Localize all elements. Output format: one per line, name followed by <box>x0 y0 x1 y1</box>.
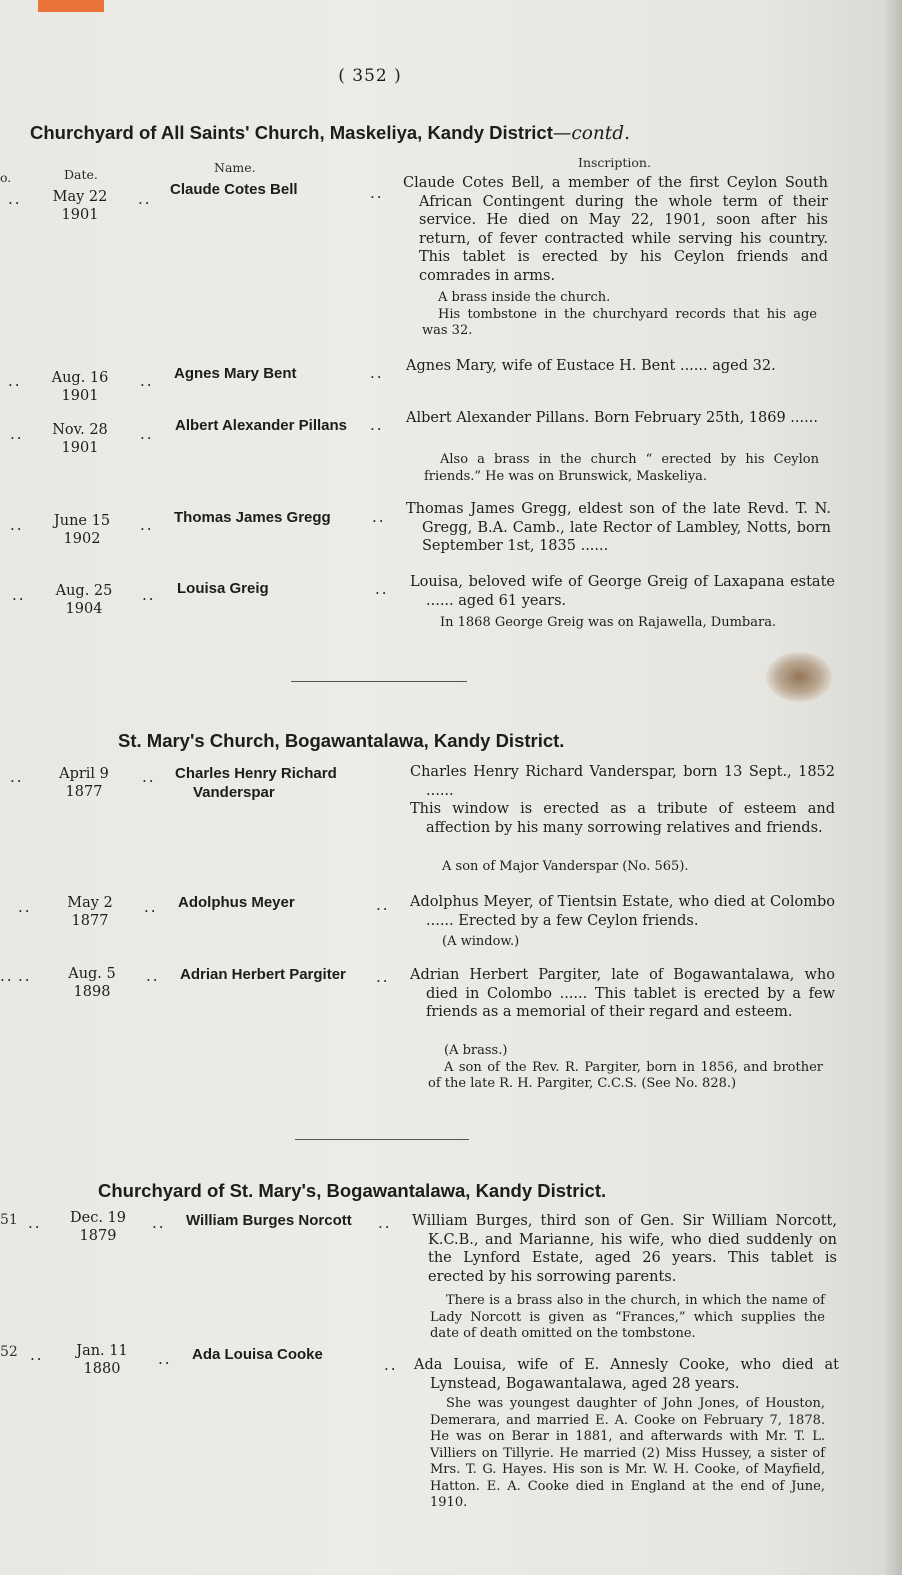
leader-dots: .. <box>146 967 160 985</box>
entry-inscription <box>410 763 835 837</box>
date-year: 1879 <box>79 1228 117 1244</box>
entry-date <box>50 894 130 930</box>
entry-date <box>62 1342 142 1378</box>
entry-note <box>422 290 817 340</box>
leader-dots: .. <box>18 967 32 985</box>
inscription-text: Thomas James Gregg, eldest son of the late Revd. T. N. Gregg, B.A. Camb., late Rector of Lambley, Notts, born September 1st, 1835 ...... <box>406 501 831 554</box>
entry-inscription <box>406 409 831 428</box>
entry-inscription <box>410 893 835 930</box>
section-title-st-marys-churchyard: Churchyard of St. Mary's, Bogawantalawa, Kandy District. <box>98 1180 607 1201</box>
entry-inscription <box>410 966 835 1022</box>
date-year: 1880 <box>83 1361 121 1377</box>
name-line: Charles Henry Richard <box>175 765 337 782</box>
entry-date <box>40 421 120 457</box>
leader-dots: .. <box>8 372 22 390</box>
inscription-text: Albert Alexander Pillans. Born February 25th, 1869 ...... <box>406 410 818 426</box>
section-title-contd: —contd. <box>552 123 630 144</box>
entry-date <box>58 1209 138 1245</box>
entry-name: Louisa Greig <box>177 580 269 597</box>
inscription-text: Louisa, beloved wife of George Greig of Laxapana estate ...... aged 61 years. <box>410 574 835 609</box>
page-edge-shadow <box>886 0 902 1575</box>
entry-number: 51 <box>0 1212 18 1228</box>
note-line: In 1868 George Greig was on Rajawella, Dumbara. <box>440 615 777 630</box>
date-year: 1898 <box>73 984 111 1000</box>
leader-dots: .. <box>370 416 384 434</box>
page-number: ( 352 ) <box>338 66 402 86</box>
leader-dots: .. <box>10 516 24 534</box>
date-day: Aug. 5 <box>68 966 116 982</box>
entry-note <box>424 452 819 485</box>
inscription-text: Ada Louisa, wife of E. Annesly Cooke, who died at Lynstead, Bogawantalawa, aged 28 years. <box>414 1357 839 1392</box>
entry-name: Thomas James Gregg <box>174 509 331 526</box>
note-line: A brass inside the church. <box>438 290 611 305</box>
entry-inscription <box>412 1212 837 1286</box>
bookmark-tab <box>38 0 104 12</box>
leader-dots: .. <box>138 190 152 208</box>
section-divider <box>295 1139 469 1140</box>
entry-note <box>430 1293 825 1343</box>
entry-note <box>426 934 821 951</box>
section-divider <box>291 681 467 682</box>
note-line: (A window.) <box>442 934 520 949</box>
leader-dots: .. <box>152 1214 166 1232</box>
leader-dots: .. <box>376 896 390 914</box>
leader-dots: .. <box>372 508 386 526</box>
note-line: A son of the Rev. R. Pargiter, born in 1856, and brother of the late R. H. Pargiter, C.C.S. (See No. 828.) <box>428 1059 823 1091</box>
date-day: Jan. 11 <box>76 1343 128 1359</box>
entry-date <box>44 765 124 801</box>
date-day: June 15 <box>53 513 111 529</box>
leader-dots: .. <box>158 1350 172 1368</box>
inscription-text: William Burges, third son of Gen. Sir William Norcott, K.C.B., and Marianne, his wife, who died suddenly on the Lynford Estate, aged 26 years. This tablet is erected by his sorrowing parents. <box>412 1213 837 1285</box>
leader-dots: .. <box>375 580 389 598</box>
inscription-text: Adrian Herbert Pargiter, late of Bogawantalawa, who died in Colombo ...... This tablet is erected by a few friends as a memorial of their regard and esteem. <box>410 967 835 1020</box>
note-line: She was youngest daughter of John Jones, of Houston, Demerara, and married E. A. Cooke on February 7, 1878. He was on Berar in 1881, and afterwards with Mr. T. L. Villiers on Tillyrie. He married (2) Miss Hussey, a sister of Mrs. T. G. Hayes. His son is Mr. W. H. Cooke, of Mayfield, Hatton. E. A. Cooke died in England at the end of June, 1910. <box>430 1396 825 1510</box>
leader-dots: .. <box>370 364 384 382</box>
column-header-date: Date. <box>64 167 98 182</box>
section-title-all-saints <box>30 122 630 144</box>
entry-note <box>428 1043 823 1093</box>
inscription-text: Claude Cotes Bell, a member of the first Ceylon South African Contingent during the whole term of their service. He died on May 22, 1901, soon after his return, of fever contracted while serving his country. This tablet is erected by his Ceylon friends and comrades in arms. <box>403 175 828 284</box>
entry-date <box>44 582 124 618</box>
entry-name: William Burges Norcott <box>186 1212 352 1229</box>
inscription-text: This window is erected as a tribute of esteem and affection by his many sorrowing relatives and friends. <box>410 801 835 836</box>
date-day: May 22 <box>52 189 108 205</box>
entry-note <box>430 1396 825 1512</box>
leader-dots: .. <box>142 586 156 604</box>
note-line: There is a brass also in the church, in which the name of Lady Norcott is given as “Frances,” which supplies the date of death omitted on the tombstone. <box>430 1293 825 1341</box>
paper-stain <box>766 652 832 702</box>
entry-note <box>424 615 819 632</box>
date-year: 1902 <box>63 531 101 547</box>
entry-name: Adolphus Meyer <box>178 894 295 911</box>
date-day: May 2 <box>67 895 113 911</box>
entry-date <box>52 965 132 1001</box>
leader-dots: .. <box>142 768 156 786</box>
leader-dots: .. <box>0 967 14 985</box>
inscription-text: Adolphus Meyer, of Tientsin Estate, who died at Colombo ...... Erected by a few Ceylon friends. <box>410 894 835 929</box>
date-day: April 9 <box>59 766 109 782</box>
date-year: 1877 <box>65 784 103 800</box>
leader-dots: .. <box>140 516 154 534</box>
entry-name: Albert Alexander Pillans <box>175 417 348 434</box>
entry-inscription <box>410 573 835 610</box>
date-day: Dec. 19 <box>70 1210 126 1226</box>
entry-inscription <box>406 357 831 376</box>
inscription-text: Charles Henry Richard Vanderspar, born 13 Sept., 1852 ...... <box>410 764 835 799</box>
entry-date <box>40 369 120 405</box>
entry-inscription <box>406 500 831 556</box>
leader-dots: .. <box>140 425 154 443</box>
note-line: His tombstone in the churchyard records that his age was 32. <box>422 306 817 338</box>
leader-dots: .. <box>144 898 158 916</box>
date-day: Nov. 28 <box>52 422 108 438</box>
leader-dots: .. <box>18 898 32 916</box>
leader-dots: .. <box>376 968 390 986</box>
entry-name: Claude Cotes Bell <box>170 181 298 198</box>
note-line: A son of Major Vanderspar (No. 565). <box>442 859 689 874</box>
date-year: 1901 <box>61 388 99 404</box>
entry-inscription <box>403 174 828 285</box>
entry-number: 52 <box>0 1344 18 1360</box>
leader-dots: .. <box>10 768 24 786</box>
column-header-no: o. <box>0 170 12 185</box>
entry-date <box>42 512 122 548</box>
date-day: Aug. 25 <box>55 583 113 599</box>
entry-inscription <box>414 1356 839 1393</box>
column-header-name: Name. <box>214 160 256 175</box>
date-day: Aug. 16 <box>51 370 109 386</box>
leader-dots: .. <box>384 1356 398 1374</box>
entry-name: Agnes Mary Bent <box>174 365 297 382</box>
date-year: 1904 <box>65 601 103 617</box>
column-header-inscription: Inscription. <box>578 155 651 170</box>
leader-dots: .. <box>8 190 22 208</box>
inscription-text: Agnes Mary, wife of Eustace H. Bent ...... aged 32. <box>406 358 776 374</box>
entry-date <box>40 188 120 224</box>
leader-dots: .. <box>28 1214 42 1232</box>
leader-dots: .. <box>378 1214 392 1232</box>
leader-dots: .. <box>10 425 24 443</box>
note-line: (A brass.) <box>444 1043 508 1058</box>
section-title-text: Churchyard of All Saints' Church, Maskeliya, Kandy District <box>30 122 553 143</box>
date-year: 1901 <box>61 207 99 223</box>
entry-name <box>175 764 337 802</box>
leader-dots: .. <box>12 586 26 604</box>
leader-dots: .. <box>370 184 384 202</box>
entry-name: Adrian Herbert Pargiter <box>180 966 346 983</box>
name-line: Vanderspar <box>193 784 275 801</box>
note-line: Also a brass in the church “ erected by his Ceylon friends.” He was on Brunswick, Maskeliya. <box>424 452 819 484</box>
date-year: 1901 <box>61 440 99 456</box>
leader-dots: .. <box>140 372 154 390</box>
date-year: 1877 <box>71 913 109 929</box>
entry-note <box>426 859 821 876</box>
entry-name: Ada Louisa Cooke <box>192 1346 323 1363</box>
leader-dots: .. <box>30 1346 44 1364</box>
section-title-st-marys-church: St. Mary's Church, Bogawantalawa, Kandy District. <box>118 730 565 751</box>
